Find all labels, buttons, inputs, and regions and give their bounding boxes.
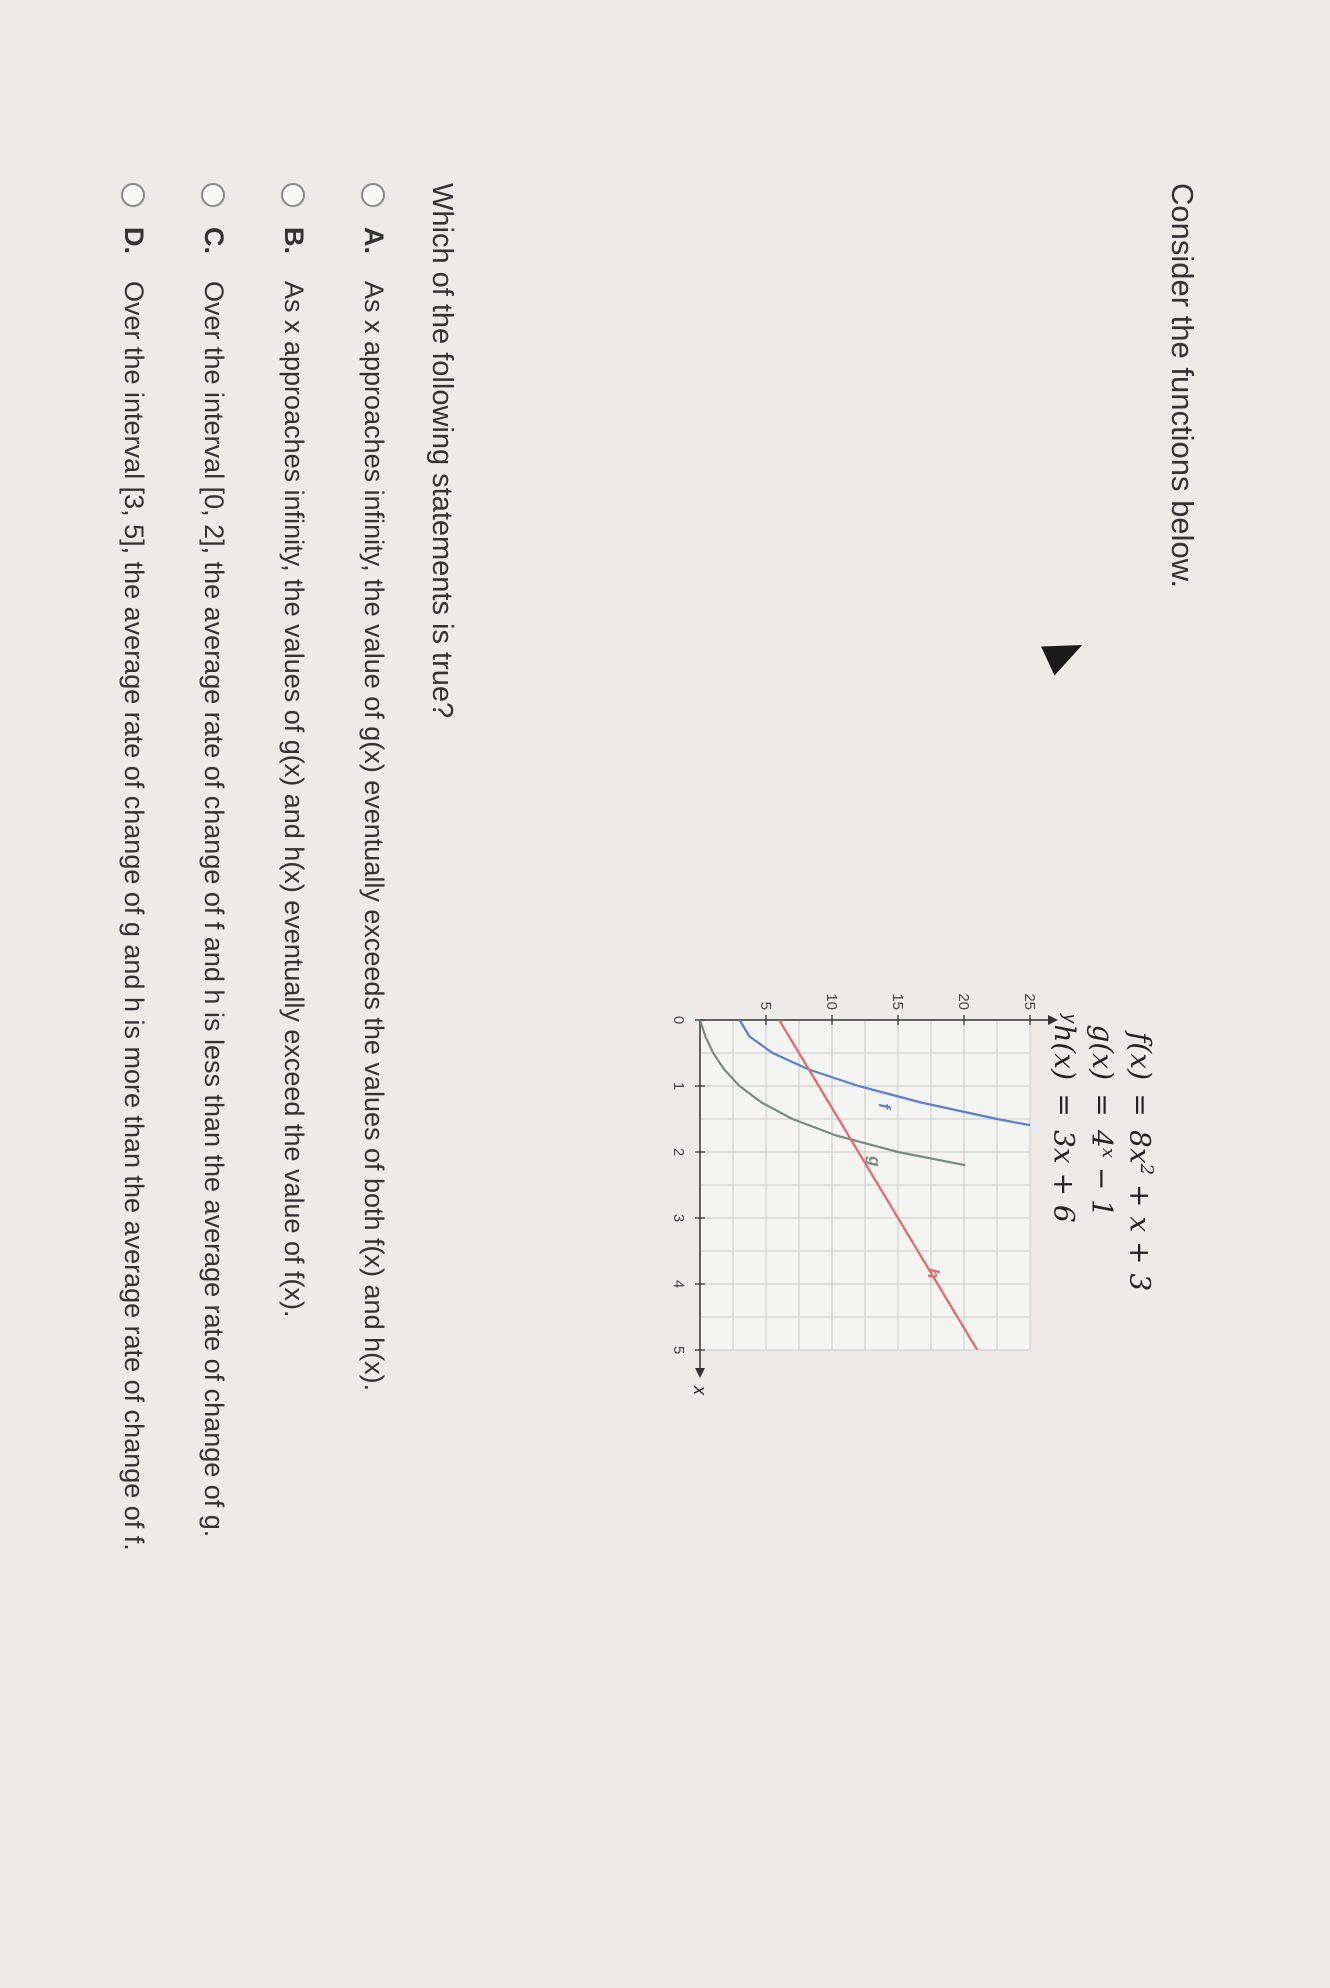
x-axis-arrow-icon: [695, 1368, 705, 1378]
x-axis-label: x: [690, 1386, 710, 1395]
rhs-base: 4: [1085, 1130, 1119, 1148]
y-tick-label: 5: [757, 1001, 774, 1010]
equation-g: [1081, 1000, 1119, 1291]
prompt-text: Consider the functions below.: [1165, 183, 1200, 588]
radio-button-d[interactable]: [122, 183, 146, 207]
equation-f: [1119, 1000, 1157, 1291]
series-label-f: f: [874, 1103, 894, 1109]
choice-letter: B.: [279, 227, 309, 254]
equals-sign: =: [1085, 1093, 1119, 1117]
choice-text: Over the interval [0, 2], the average rate of change of f and h is less than the average rate of change of g.: [199, 281, 229, 1538]
equation-rhs: [1086, 1130, 1119, 1217]
choice-letter: C.: [199, 227, 229, 254]
equals-sign: =: [1047, 1093, 1081, 1117]
choice-d[interactable]: [118, 183, 149, 1551]
question-text: Which of the following statements is true?: [426, 183, 458, 719]
equation-rhs: [1124, 1130, 1157, 1291]
series-label-g: g: [864, 1156, 884, 1167]
rhs-exponent: 2: [1136, 1163, 1157, 1176]
equals-sign: =: [1123, 1093, 1157, 1117]
y-tick-label: 20: [955, 993, 972, 1010]
y-tick-label: 15: [889, 993, 906, 1010]
radio-button-a[interactable]: [362, 183, 386, 207]
function-graph: [650, 960, 1080, 1400]
choice-b[interactable]: [278, 183, 309, 1318]
x-tick-label: 5: [670, 1345, 687, 1355]
x-tick-label: 1: [670, 1081, 687, 1091]
rhs-rest: − 1: [1085, 1157, 1119, 1218]
choice-text: As x approaches infinity, the values of g(x) and h(x) eventually exceed the value of f(x).: [279, 281, 309, 1318]
series-label-h: h: [923, 1268, 943, 1279]
x-tick-label: 4: [670, 1279, 687, 1289]
choice-c[interactable]: [198, 183, 229, 1537]
x-tick-label: 2: [670, 1147, 687, 1157]
equation-lhs: g(x): [1085, 1024, 1119, 1080]
rhs-base: 8x: [1123, 1130, 1157, 1164]
rhs-base: 3x + 6: [1047, 1130, 1081, 1223]
x-tick-label: 3: [670, 1213, 687, 1223]
radio-button-c[interactable]: [202, 183, 226, 207]
mouse-cursor-icon: [1041, 630, 1089, 675]
y-axis-label: y: [1060, 1014, 1080, 1023]
y-axis-arrow-icon: [1048, 1015, 1058, 1025]
choice-letter: D.: [119, 227, 149, 254]
rhs-rest: + x + 3: [1123, 1175, 1157, 1292]
y-tick-label: 25: [1021, 993, 1038, 1010]
choice-letter: A.: [359, 227, 389, 254]
rhs-exponent: x: [1098, 1147, 1119, 1158]
choice-a[interactable]: [358, 183, 389, 1391]
equation-lhs: h(x): [1047, 1024, 1081, 1080]
equation-lhs: f(x): [1123, 1031, 1157, 1080]
choice-text: As x approaches infinity, the value of g(x) eventually exceeds the values of both f(x) and h(x).: [359, 281, 389, 1392]
choice-text: Over the interval [3, 5], the average rate of change of g and h is more than the average rate of change of f.: [119, 281, 149, 1551]
x-tick-label: 0: [670, 1015, 687, 1025]
radio-button-b[interactable]: [282, 183, 306, 207]
y-tick-label: 10: [823, 993, 840, 1010]
